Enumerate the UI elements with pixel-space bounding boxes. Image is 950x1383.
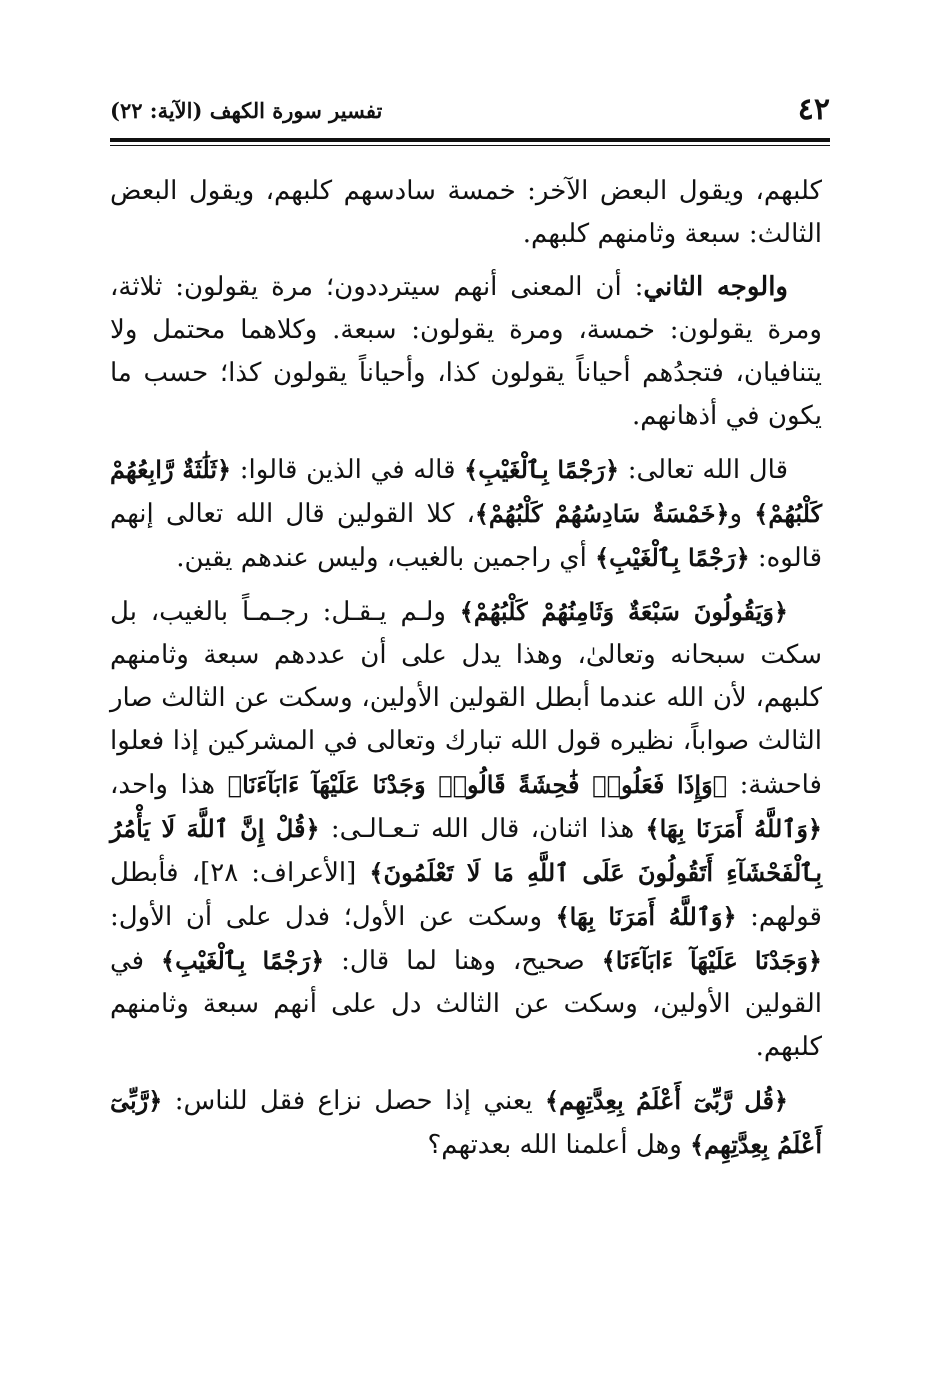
paragraph [110, 1079, 822, 1167]
text-run: صحيح، وهنا لما قال: [324, 946, 602, 976]
quran-quote: ﴿وَٱللَّهُ أَمَرَنَا بِهَا﴾ [555, 902, 737, 931]
quran-quote: ﴿رَجْمًا بِٱلْغَيْبِ﴾ [161, 946, 325, 975]
quran-quote: ﴿خَمْسَةٌ سَادِسُهُمْ كَلْبُهُمْ﴾ [474, 499, 730, 528]
header-divider-thick [110, 138, 830, 142]
paragraph [110, 590, 822, 1069]
text-run: يعني إذا حصل نزاع فقل للناس: [162, 1086, 546, 1116]
quran-quote: ﴿رَّبِّىٓ أَعْلَمُ بِعِدَّتِهِم﴾ [110, 1086, 822, 1159]
page-number: ٤٢ [797, 92, 830, 127]
text-run: ولـم يـقـل: رجـمـاً بالغيب، بل سكت سبحانه وتعالىٰ، وهذا يدل على أن عددهم سبعة وثامنهم كلبهم، لأن الله عندما أبطل القولين الأولين، وسكت عن الثالث صار الثالث صواباً، نظيره قول الله تبارك وتعالى في المشركين إذا فعلوا فاحشة: [110, 597, 822, 800]
paragraph [110, 266, 822, 438]
text-run: قاله في الذين قالوا: [231, 455, 465, 485]
quran-quote: ﴿قُل رَّبِّىٓ أَعْلَمُ بِعِدَّتِهِم﴾ [545, 1086, 788, 1115]
body-text [110, 170, 822, 1177]
running-header [110, 92, 830, 132]
quran-quote: ﴿رَجْمًا بِٱلْغَيْبِ﴾ [464, 455, 620, 484]
quran-quote: ﴿وَجَدْنَا عَلَيْهَآ ءَابَآءَنَا﴾ [601, 946, 822, 975]
header-divider-thin [110, 145, 830, 146]
header-title: تفسير سورة الكهف (الآية: ٢٢) [110, 98, 383, 123]
text-run: ، كلا القولين قال الله تعالى إنهم قالوه: [110, 499, 822, 573]
section-lead: والوجه الثاني [643, 272, 788, 302]
text-run: وهل أعلمنا الله بعدتهم؟ [427, 1130, 691, 1160]
quran-quote: ﴿وَٱللَّهُ أَمَرَنَا بِهَا﴾ [645, 814, 822, 843]
text-run: هذا واحد، [110, 770, 228, 800]
quran-quote: ﴿وَيَقُولُونَ سَبْعَةٌ وَثَامِنُهُمْ كَلْبُهُمْ﴾ [459, 597, 788, 626]
quran-quote: ﴿رَجْمًا بِٱلْغَيْبِ﴾ [595, 543, 750, 572]
quran-quote: ﴿ثَلَٰثَةٌ رَّابِعُهُمْ كَلْبُهُمْ﴾ [110, 455, 822, 528]
text-run: أي راجمين بالغيب، وليس عندهم يقين. [176, 543, 596, 573]
quran-quote: ﴿قُلْ إِنَّ ٱللَّهَ لَا يَأْمُرُ بِٱلْفَحْشَآءِ أَتَقُولُونَ عَلَى ٱللَّهِ مَا لَا تَعْلَمُونَ﴾ [110, 814, 822, 887]
paragraph [110, 448, 822, 580]
text-run: كلبهم، ويقول البعض الآخر: خمسة سادسهم كلبهم، ويقول البعض الثالث: سبعة وثامنهم كلبهم. [110, 176, 822, 249]
text-run: و [729, 499, 755, 529]
text-run: وسكت عن الأول؛ فدل على أن الأول: [110, 902, 556, 932]
paragraph [110, 170, 822, 256]
text-run: قال الله تعالى: [619, 455, 789, 485]
text-run: في القولين الأولين، وسكت عن الثالث دل على أنهم سبعة وثامنهم كلبهم. [110, 946, 822, 1062]
quran-quote: ﴿وَإِذَا فَعَلُوا۟ فَٰحِشَةً قَالُوا۟ وَجَدْنَا عَلَيْهَآ ءَابَآءَنَا﴾ [227, 770, 728, 799]
text-run: [الأعراف: ٢٨]، فأبطل قولهم: [110, 858, 822, 932]
text-run: : أن المعنى أنهم سيترددون؛ مرة يقولون: ثلاثة، ومرة يقولون: خمسة، ومرة يقولون: سبعة. وكلاهما محتمل ولا يتنافيان، فتجدُهم أحياناً يقولون كذا، وأحياناً يقولون كذا؛ حسب ما يكون في أذهانهم. [110, 272, 822, 431]
text-run: هذا اثنان، قال الله تـعـالـى: [319, 814, 646, 844]
